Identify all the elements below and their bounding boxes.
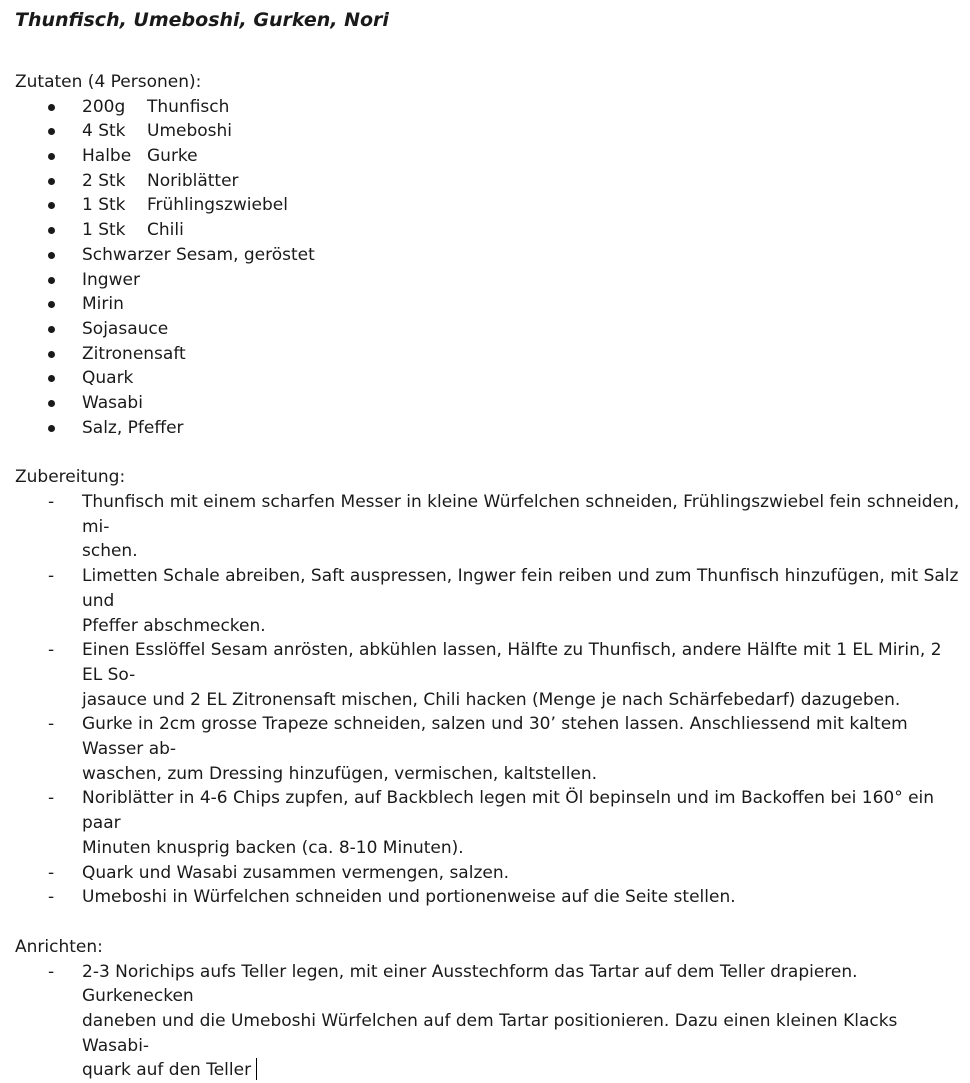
ingredient-name: Gurke (147, 146, 198, 167)
step-text (82, 564, 962, 638)
serving-heading: Anrichten: (15, 936, 103, 957)
dash-marker: - (48, 887, 55, 908)
ingredient-quantity: 1 Stk (82, 195, 126, 216)
dash-marker: - (48, 961, 55, 982)
preparation-steps (15, 490, 960, 910)
ingredient-name: Frühlingszwiebel (147, 195, 288, 216)
ingredient-name: Ingwer (82, 269, 140, 290)
dash-marker: - (48, 788, 55, 809)
bullet-icon (48, 375, 55, 382)
dash-marker: - (48, 566, 55, 587)
ingredient-item (15, 342, 960, 367)
preparation-step (15, 490, 960, 564)
serving-line: 2-3 Norichips aufs Teller legen, mit einer Ausstechform das Tartar auf dem Teller drapieren. Gurkenecken (82, 961, 858, 1007)
bullet-icon (48, 128, 55, 135)
step-line: Minuten knusprig backen (ca. 8-10 Minuten). (82, 837, 464, 858)
ingredient-item (15, 391, 960, 416)
preparation-step (15, 564, 960, 638)
bullet-icon (48, 326, 55, 333)
step-line: Limetten Schale abreiben, Saft auspressen, Ingwer fein reiben und zum Thunfisch hinzufügen, mit Salz und (82, 566, 959, 611)
ingredient-quantity: 2 Stk (82, 170, 126, 191)
bullet-icon (48, 252, 55, 259)
step-line: Noriblätter in 4-6 Chips zupfen, auf Backblech legen mit Öl bepinseln und im Backoffen bei 160° ein paar (82, 788, 935, 834)
bullet-icon (48, 178, 55, 185)
ingredient-item (15, 119, 960, 144)
dash-marker: - (48, 492, 55, 512)
ingredient-quantity: 4 Stk (82, 121, 126, 142)
bullet-icon (48, 425, 55, 432)
dash-marker: - (48, 862, 55, 883)
ingredient-name: Salz, Pfeffer (82, 417, 184, 438)
ingredient-item (15, 243, 960, 268)
step-line: Umeboshi in Würfelchen schneiden und portionenweise auf die Seite stellen. (82, 887, 736, 908)
step-line: waschen, zum Dressing hinzufügen, vermischen, kaltstellen. (82, 763, 598, 784)
ingredient-list (15, 95, 960, 441)
ingredient-quantity: 1 Stk (82, 220, 126, 241)
ingredient-name: Schwarzer Sesam, geröstet (82, 244, 315, 265)
step-line: Thunfisch mit einem scharfen Messer in kleine Würfelchen schneiden, Frühlingszwiebel fein schneiden, mi- (82, 492, 960, 537)
serving-steps (15, 960, 960, 1083)
serving-step (15, 960, 960, 1083)
ingredient-item (15, 193, 960, 218)
bullet-icon (48, 104, 55, 111)
step-line: Einen Esslöffel Sesam anrösten, abkühlen lassen, Hälfte zu Thunfisch, andere Hälfte mit 1 EL Mirin, 2 EL So- (82, 640, 942, 685)
ingredient-item (15, 416, 960, 441)
serving-line: daneben und die Umeboshi Würfelchen auf dem Tartar positionieren. Dazu einen kleinen Klacks Wasabi- (82, 1011, 898, 1056)
ingredient-item (15, 292, 960, 317)
ingredient-name: Chili (147, 220, 184, 241)
dash-marker: - (48, 640, 55, 661)
ingredient-name: Quark (82, 368, 134, 389)
serving-text (82, 960, 962, 1083)
ingredient-name: Mirin (82, 294, 124, 315)
preparation-step (15, 786, 960, 860)
preparation-step (15, 885, 960, 910)
preparation-step (15, 712, 960, 786)
bullet-icon (48, 202, 55, 209)
ingredient-item (15, 268, 960, 293)
step-line: Pfeffer abschmecken. (82, 615, 266, 636)
step-text (82, 490, 962, 564)
document-body[interactable] (15, 6, 960, 1083)
ingredient-item (15, 144, 960, 169)
recipe-title: Thunfisch, Umeboshi, Gurken, Nori (15, 9, 389, 31)
step-text (82, 712, 962, 786)
preparation-step (15, 861, 960, 886)
preparation-heading: Zubereitung: (15, 467, 126, 488)
step-text (82, 885, 962, 910)
step-line: schen. (82, 541, 138, 562)
dash-marker: - (48, 714, 55, 735)
bullet-icon (48, 153, 55, 160)
ingredient-name: Noriblätter (147, 170, 239, 191)
bullet-icon (48, 400, 55, 407)
ingredient-name: Thunfisch (147, 96, 230, 117)
ingredient-name: Sojasauce (82, 318, 169, 339)
ingredient-name: Umeboshi (147, 121, 233, 142)
ingredient-item (15, 95, 960, 120)
ingredients-heading: Zutaten (4 Personen): (15, 72, 202, 92)
step-line: Quark und Wasabi zusammen vermengen, salzen. (82, 862, 510, 883)
ingredient-item (15, 169, 960, 194)
step-line: jasauce und 2 EL Zitronensaft mischen, Chili hacken (Menge je nach Schärfebedarf) dazugeben. (82, 689, 901, 710)
ingredient-item (15, 218, 960, 243)
text-cursor (256, 1058, 257, 1080)
serving-line (82, 1058, 962, 1083)
ingredient-quantity: 200g (82, 96, 126, 117)
ingredient-item (15, 366, 960, 391)
ingredient-quantity: Halbe (82, 146, 132, 167)
step-line: Gurke in 2cm grosse Trapeze schneiden, salzen und 30’ stehen lassen. Anschliessend mit kaltem Wasser ab- (82, 714, 908, 760)
ingredient-item (15, 317, 960, 342)
ingredient-name: Wasabi (82, 392, 143, 413)
step-text (82, 861, 962, 886)
bullet-icon (48, 227, 55, 234)
step-text (82, 638, 962, 712)
bullet-icon (48, 277, 55, 284)
serving-line-text: quark auf den Teller (82, 1060, 252, 1081)
preparation-step (15, 638, 960, 712)
step-text (82, 786, 962, 860)
bullet-icon (48, 351, 55, 358)
bullet-icon (48, 301, 55, 308)
ingredient-name: Zitronensaft (82, 343, 186, 364)
